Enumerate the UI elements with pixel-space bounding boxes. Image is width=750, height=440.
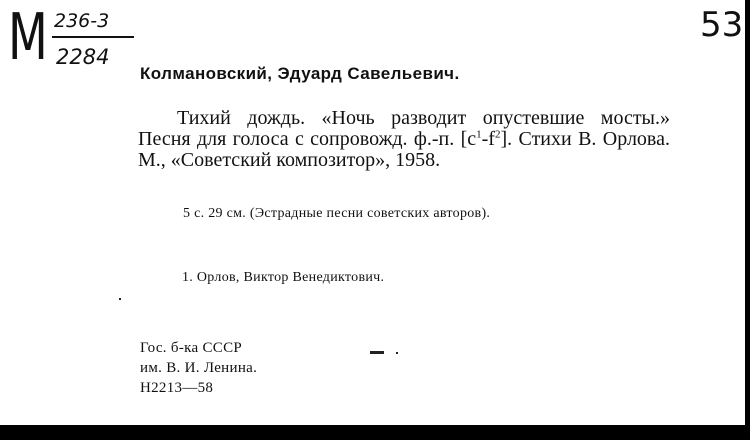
- ink-dot-mark: [396, 352, 398, 354]
- handwritten-shelfmark-top: 236-3: [54, 10, 110, 32]
- ink-speck-mark: [119, 298, 121, 300]
- handwritten-marker: M: [8, 1, 48, 75]
- description-part-1: Тихий дождь. «Ночь разводит опустевшие мосты.» Песня для голоса с сопровожд. ф.-п. [c: [138, 107, 670, 150]
- handwritten-page-number: 53: [700, 5, 744, 45]
- range-superscript-high: 2: [494, 128, 501, 141]
- library-line-1: Гос. б-ка СССР: [140, 340, 243, 356]
- library-imprint: [140, 338, 257, 398]
- range-superscript-low: 1: [476, 128, 482, 141]
- added-entry: 1. Орлов, Виктор Венедиктович.: [182, 270, 385, 285]
- physical-description: 5 с. 29 см. (Эстрадные песни советских авторов).: [183, 206, 491, 221]
- library-line-2: им. В. И. Ленина.: [140, 360, 258, 376]
- ink-dash-mark: [370, 351, 384, 354]
- description-part-3: ]. Стихи В. Орлова. М., «Советский композитор», 1958.: [138, 128, 670, 171]
- shelfmark-underline: [52, 36, 134, 38]
- handwritten-shelfmark-bottom: 2284: [56, 45, 110, 69]
- title-description: [138, 108, 670, 171]
- library-line-3: Н2213—58: [140, 380, 214, 396]
- author-heading: Колмановский, Эдуард Савельевич.: [140, 64, 460, 83]
- description-part-2: -f: [481, 128, 495, 150]
